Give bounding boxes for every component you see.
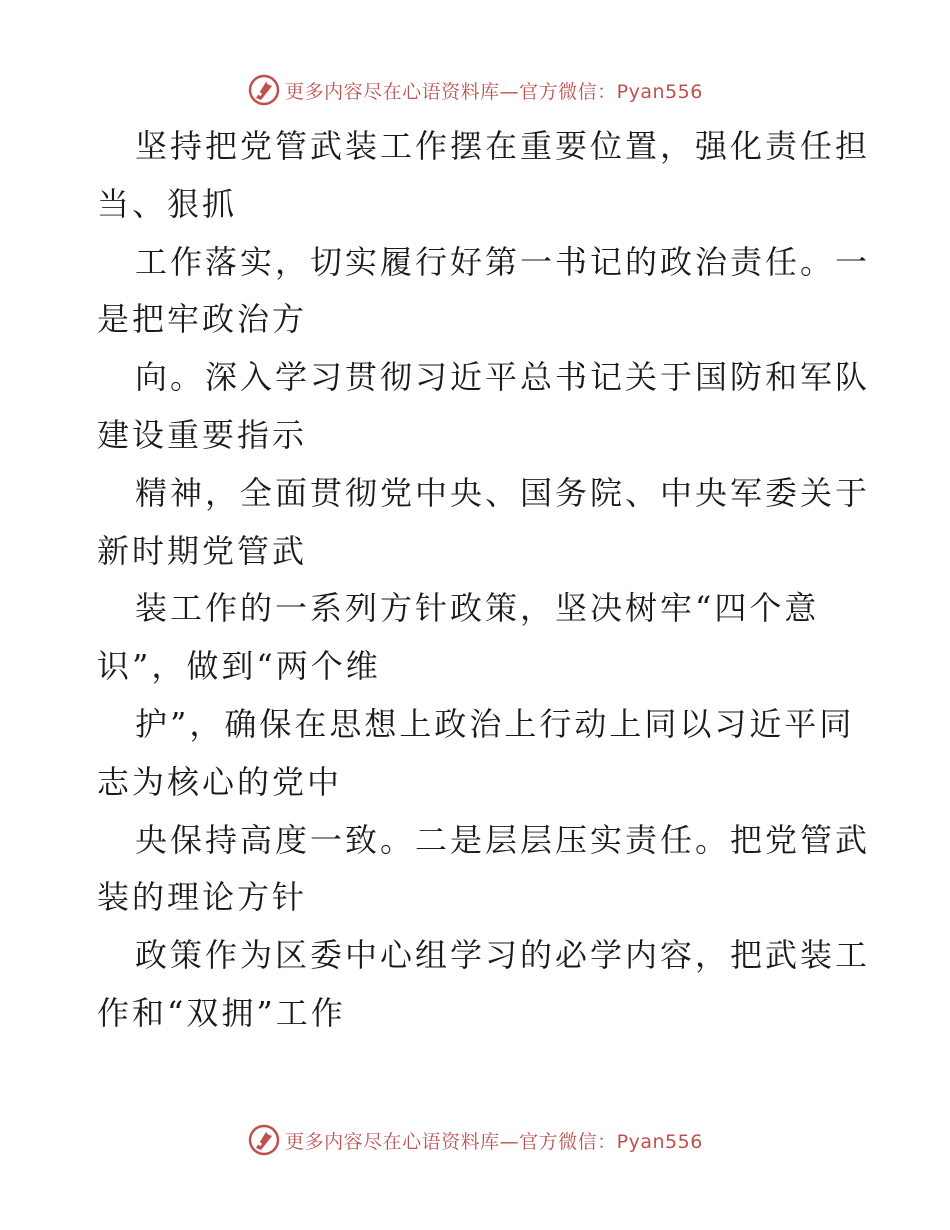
text-line: 当、狠抓 <box>97 184 238 223</box>
pen-nib-logo-icon <box>247 73 281 107</box>
text-line: 装工作的一系列方针政策，坚决树牢“四个意 <box>135 589 820 628</box>
text-line: 识”，做到“两个维 <box>97 647 381 686</box>
text-line: 是把牢政治方 <box>97 300 308 339</box>
footer-banner <box>0 1120 950 1160</box>
text-line: 央保持高度一致。二是层层压实责任。把党管武 <box>135 820 871 859</box>
text-line: 护”，确保在思想上政治上行动上同以习近平同 <box>135 704 855 743</box>
text-line: 作和“双拥”工作 <box>97 993 346 1032</box>
header-banner <box>0 70 950 110</box>
text-line: 精神，全面贯彻党中央、国务院、中央军委关于 <box>135 473 871 512</box>
text-line: 新时期党管武 <box>97 531 308 570</box>
pen-nib-logo-icon <box>247 1123 281 1157</box>
header-banner-text: 更多内容尽在心语资料库—官方微信：Pyan556 <box>285 80 703 103</box>
text-line: 向。深入学习贯彻习近平总书记关于国防和军队 <box>135 358 871 397</box>
text-line: 装的理论方针 <box>97 878 308 917</box>
text-line: 坚持把党管武装工作摆在重要位置，强化责任担 <box>135 127 871 165</box>
document-body <box>97 118 871 1043</box>
text-line: 政策作为区委中心组学习的必学内容，把武装工 <box>135 936 871 975</box>
text-line: 工作落实，切实履行好第一书记的政治责任。一 <box>135 242 871 281</box>
footer-banner-text: 更多内容尽在心语资料库—官方微信：Pyan556 <box>285 1130 703 1153</box>
text-line: 志为核心的党中 <box>97 762 343 801</box>
text-line: 建设重要指示 <box>97 415 308 454</box>
